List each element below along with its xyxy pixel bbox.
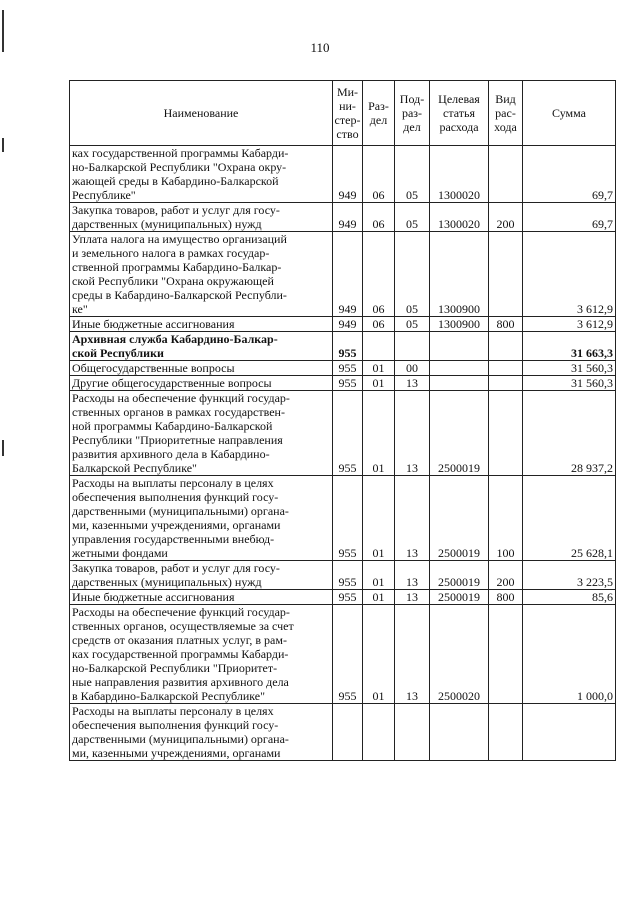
header-target-article: Целевая статья расхода [430, 81, 489, 146]
row-subsection-cell: 13 [395, 476, 430, 561]
table-row [70, 232, 616, 317]
row-section-cell: 06 [363, 146, 395, 203]
row-section-cell: 01 [363, 361, 395, 376]
row-name-cell: Расходы на обеспечение функций государ- ственных органов в рамках государствен- ной программы Кабардино-Балкарской Республики "Приоритетные направления развития архивного дела в Кабардино- Балкарской Республике" [70, 391, 333, 476]
row-ministry-cell: 955 [333, 391, 363, 476]
row-sum-cell: 3 223,5 [523, 561, 616, 590]
table-row [70, 332, 616, 361]
budget-table [69, 80, 616, 761]
row-subsection-cell: 00 [395, 361, 430, 376]
row-name-cell: Закупка товаров, работ и услуг для госу- дарственных (муниципальных) нужд [70, 561, 333, 590]
row-subsection-cell [395, 704, 430, 761]
header-ministry: Ми- ни- стер- ство [333, 81, 363, 146]
row-kind-cell: 200 [489, 203, 523, 232]
row-name-cell: Иные бюджетные ассигнования [70, 317, 333, 332]
row-sum-cell: 3 612,9 [523, 317, 616, 332]
row-ministry-cell: 949 [333, 203, 363, 232]
row-ministry-cell: 955 [333, 476, 363, 561]
row-sum-cell: 25 628,1 [523, 476, 616, 561]
row-name-cell: Другие общегосударственные вопросы [70, 376, 333, 391]
table-row [70, 376, 616, 391]
row-ministry-cell [333, 704, 363, 761]
row-section-cell: 01 [363, 590, 395, 605]
row-kind-cell: 100 [489, 476, 523, 561]
table-row [70, 361, 616, 376]
table-row [70, 476, 616, 561]
row-name-cell: ках государственной программы Кабарди- но-Балкарской Республики "Охрана окру- жающей среды в Кабардино-Балкарской Республике" [70, 146, 333, 203]
row-section-cell: 06 [363, 232, 395, 317]
table-row [70, 704, 616, 761]
row-ministry-cell: 955 [333, 590, 363, 605]
row-kind-cell [489, 232, 523, 317]
row-section-cell: 01 [363, 376, 395, 391]
row-sum-cell: 31 560,3 [523, 376, 616, 391]
row-subsection-cell [395, 332, 430, 361]
table-row [70, 605, 616, 704]
row-target-cell [430, 704, 489, 761]
row-subsection-cell: 05 [395, 232, 430, 317]
table-row [70, 203, 616, 232]
row-kind-cell [489, 332, 523, 361]
row-name-cell: Уплата налога на имущество организаций и земельного налога в рамках государ- ственной программы Кабардино-Балкар- ской Республики "Охрана окружающей среды в Кабардино-Балкарской Республи- ке" [70, 232, 333, 317]
row-section-cell: 06 [363, 203, 395, 232]
header-name: Наименование [70, 81, 333, 146]
table-row [70, 317, 616, 332]
scan-edge-mark [2, 138, 4, 152]
header-sum: Сумма [523, 81, 616, 146]
row-subsection-cell: 13 [395, 376, 430, 391]
row-subsection-cell: 05 [395, 203, 430, 232]
row-kind-cell: 800 [489, 317, 523, 332]
row-target-cell: 2500019 [430, 590, 489, 605]
row-ministry-cell: 955 [333, 332, 363, 361]
row-subsection-cell: 13 [395, 391, 430, 476]
row-kind-cell: 800 [489, 590, 523, 605]
row-sum-cell: 69,7 [523, 203, 616, 232]
table-body [70, 146, 616, 761]
row-kind-cell [489, 146, 523, 203]
row-ministry-cell: 949 [333, 232, 363, 317]
row-target-cell: 1300020 [430, 146, 489, 203]
row-name-cell: Закупка товаров, работ и услуг для госу- дарственных (муниципальных) нужд [70, 203, 333, 232]
row-name-cell: Иные бюджетные ассигнования [70, 590, 333, 605]
row-subsection-cell: 13 [395, 590, 430, 605]
table-row [70, 590, 616, 605]
row-name-cell: Архивная служба Кабардино-Балкар- ской Республики [70, 332, 333, 361]
row-target-cell [430, 376, 489, 391]
row-kind-cell [489, 361, 523, 376]
row-ministry-cell: 949 [333, 317, 363, 332]
row-subsection-cell: 13 [395, 605, 430, 704]
row-name-cell: Расходы на выплаты персоналу в целях обеспечения выполнения функций госу- дарственными (муниципальными) органа- ми, казенными учреждениями, органами [70, 704, 333, 761]
row-target-cell [430, 361, 489, 376]
table-row [70, 146, 616, 203]
row-name-cell: Расходы на обеспечение функций государ- ственных органов, осуществляемые за счет средств от оказания платных услуг, в рам- ках государственной программы Кабарди- но-Балкарской Республики "Приоритет- ные направления развития архивного дела в Кабардино-Балкарской Республике" [70, 605, 333, 704]
table-row [70, 391, 616, 476]
row-sum-cell: 1 000,0 [523, 605, 616, 704]
row-target-cell: 1300020 [430, 203, 489, 232]
row-kind-cell [489, 391, 523, 476]
row-target-cell: 2500019 [430, 391, 489, 476]
row-section-cell [363, 332, 395, 361]
row-sum-cell: 31 560,3 [523, 361, 616, 376]
row-ministry-cell: 955 [333, 561, 363, 590]
row-section-cell: 01 [363, 476, 395, 561]
row-target-cell: 1300900 [430, 232, 489, 317]
row-name-cell: Общегосударственные вопросы [70, 361, 333, 376]
row-sum-cell: 85,6 [523, 590, 616, 605]
row-target-cell: 1300900 [430, 317, 489, 332]
row-target-cell: 2500019 [430, 476, 489, 561]
row-ministry-cell: 949 [333, 146, 363, 203]
row-kind-cell [489, 704, 523, 761]
row-sum-cell [523, 704, 616, 761]
row-sum-cell: 69,7 [523, 146, 616, 203]
row-ministry-cell: 955 [333, 361, 363, 376]
row-ministry-cell: 955 [333, 605, 363, 704]
row-name-cell: Расходы на выплаты персоналу в целях обеспечения выполнения функций госу- дарственными (муниципальными) органа- ми, казенными учреждениями, органами управления государственными внебюд- жетными фондами [70, 476, 333, 561]
header-subsection: Под- раз- дел [395, 81, 430, 146]
table-header-row [70, 81, 616, 146]
row-sum-cell: 31 663,3 [523, 332, 616, 361]
row-section-cell: 06 [363, 317, 395, 332]
row-subsection-cell: 13 [395, 561, 430, 590]
row-ministry-cell: 955 [333, 376, 363, 391]
row-kind-cell [489, 605, 523, 704]
row-kind-cell [489, 376, 523, 391]
row-subsection-cell: 05 [395, 317, 430, 332]
row-section-cell [363, 704, 395, 761]
row-kind-cell: 200 [489, 561, 523, 590]
row-section-cell: 01 [363, 605, 395, 704]
scan-edge-mark [2, 440, 4, 456]
table-row [70, 561, 616, 590]
row-sum-cell: 28 937,2 [523, 391, 616, 476]
header-section: Раз- дел [363, 81, 395, 146]
page-number: 110 [310, 40, 330, 55]
header-expense-kind: Вид рас- хода [489, 81, 523, 146]
row-target-cell: 2500020 [430, 605, 489, 704]
row-sum-cell: 3 612,9 [523, 232, 616, 317]
row-target-cell [430, 332, 489, 361]
row-section-cell: 01 [363, 561, 395, 590]
row-section-cell: 01 [363, 391, 395, 476]
row-target-cell: 2500019 [430, 561, 489, 590]
row-subsection-cell: 05 [395, 146, 430, 203]
